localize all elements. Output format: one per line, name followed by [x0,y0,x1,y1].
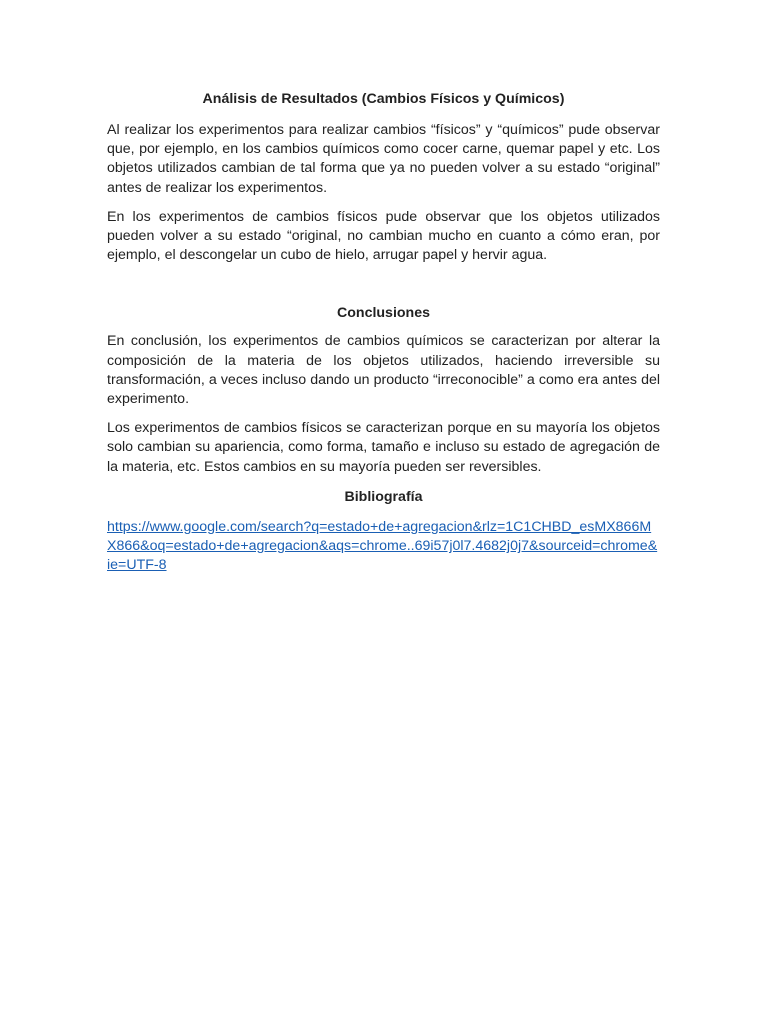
analysis-paragraph-1: Al realizar los experimentos para realizar cambios “físicos” y “químicos” pude observar que, por ejemplo, en los cambios químicos como cocer carne, quemar papel y etc. Los objetos utilizados cambian de tal forma que ya no pueden volver a su estado “original” antes de realizar los experimentos. [107,122,660,196]
document-page [107,90,660,575]
analysis-heading: Análisis de Resultados (Cambios Físicos y Químicos) [202,91,565,107]
conclusions-heading: Conclusiones [336,305,431,322]
analysis-paragraph-2: En los experimentos de cambios físicos pude observar que los objetos utilizados pueden volver a su estado “original, no cambian mucho en cuanto a cómo eran, por ejemplo, el descongelar un cubo de hielo, arrugar papel y hervir agua. [107,208,660,264]
conclusions-paragraph-1: En conclusión, los experimentos de cambios químicos se caracterizan por alterar la composición de la materia de los objetos utilizados, haciendo irreversible su transformación, a veces incluso dando un producto “irreconocible” a como era antes del experimento. [107,333,660,408]
bibliography-heading: Bibliografía [344,488,423,505]
conclusions-paragraph-2: Los experimentos de cambios físicos se caracterizan porque en su mayoría los objetos solo cambian su apariencia, como forma, tamaño e incluso su estado de agregación de la materia, etc. Estos cambios en su mayoría pueden ser reversibles. [107,420,660,475]
bibliography-link[interactable]: https://www.google.com/search?q=estado+de+agregacion&rlz=1C1CHBD_esMX866MX866&oq=estado+de+agregacion&aqs=chrome..69i57j0l7.4682j0j7&sourceid=chrome&ie=UTF-8 [107,518,658,574]
